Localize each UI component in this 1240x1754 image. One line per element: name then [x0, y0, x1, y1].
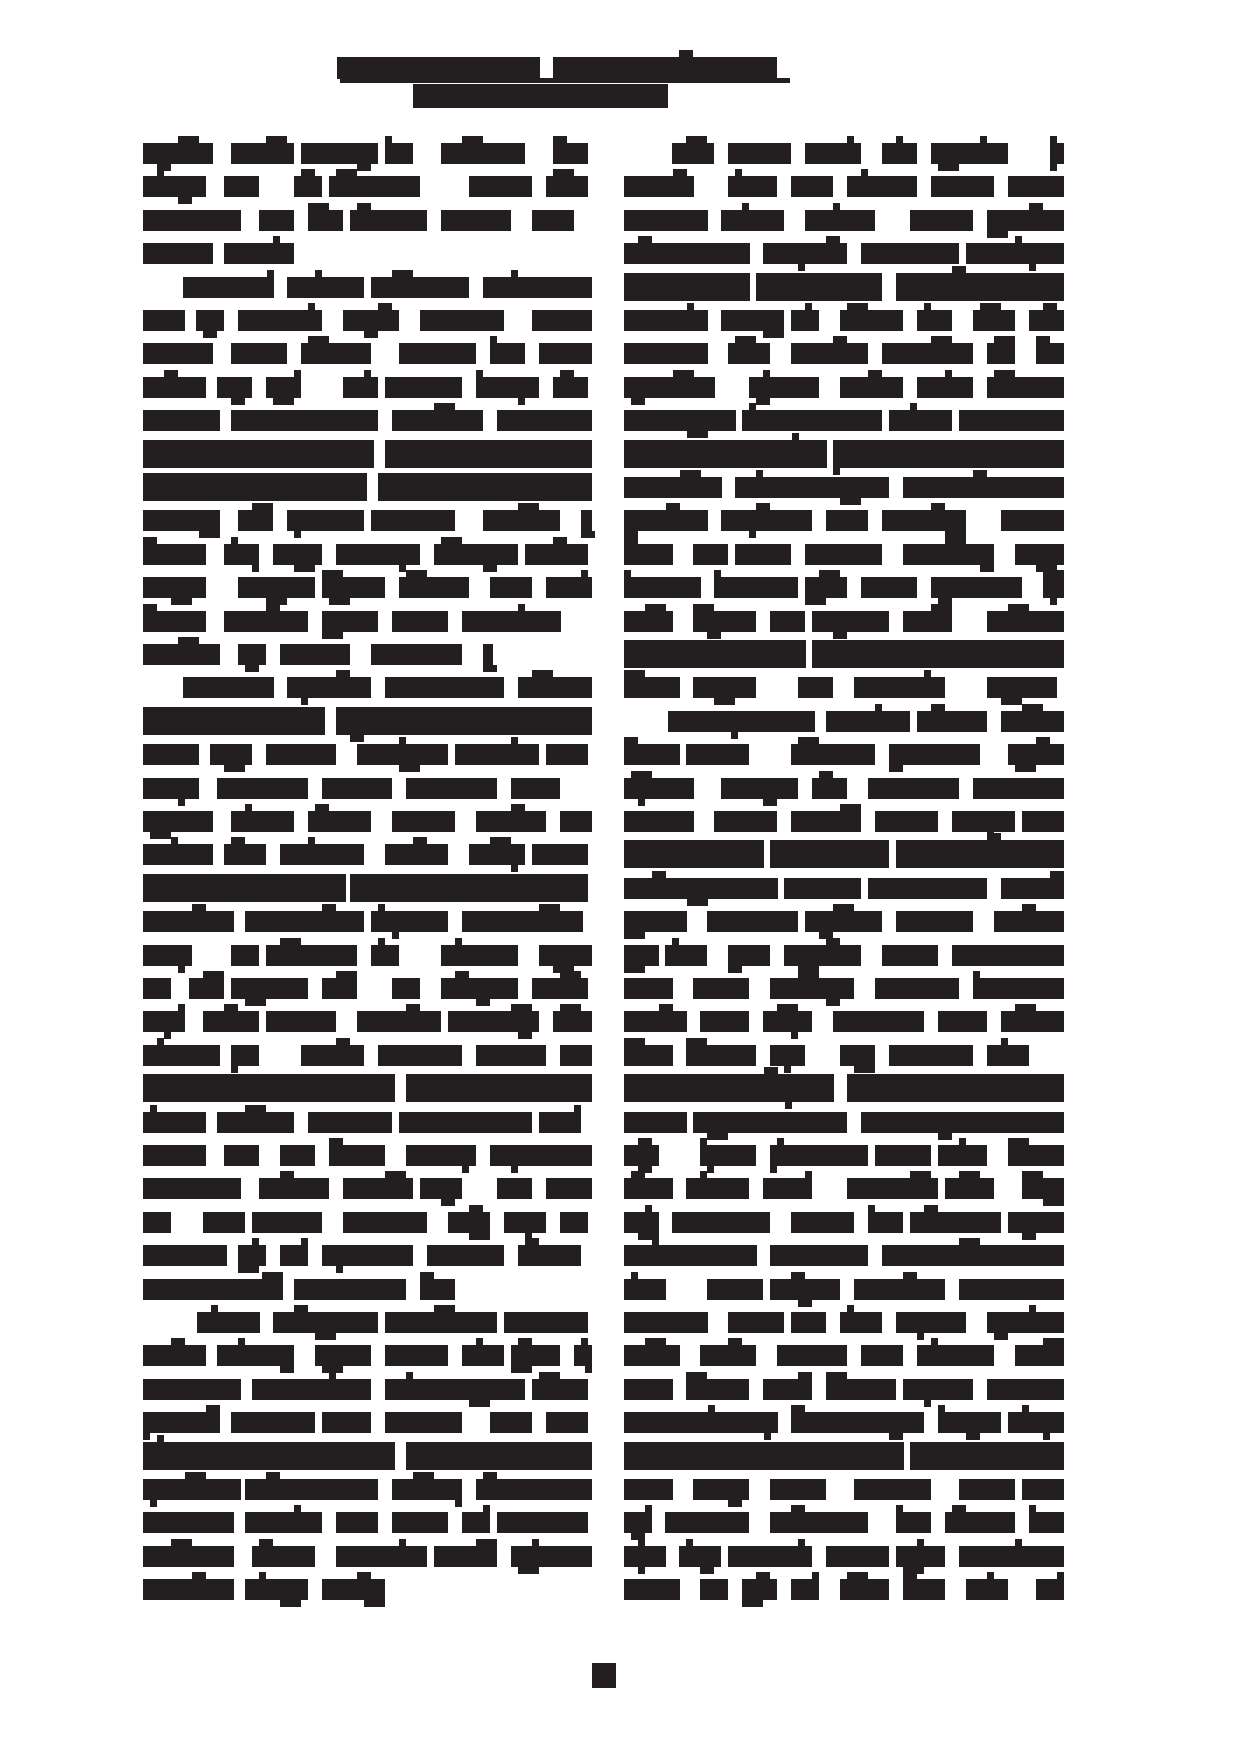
page-number-blob — [592, 1663, 616, 1688]
